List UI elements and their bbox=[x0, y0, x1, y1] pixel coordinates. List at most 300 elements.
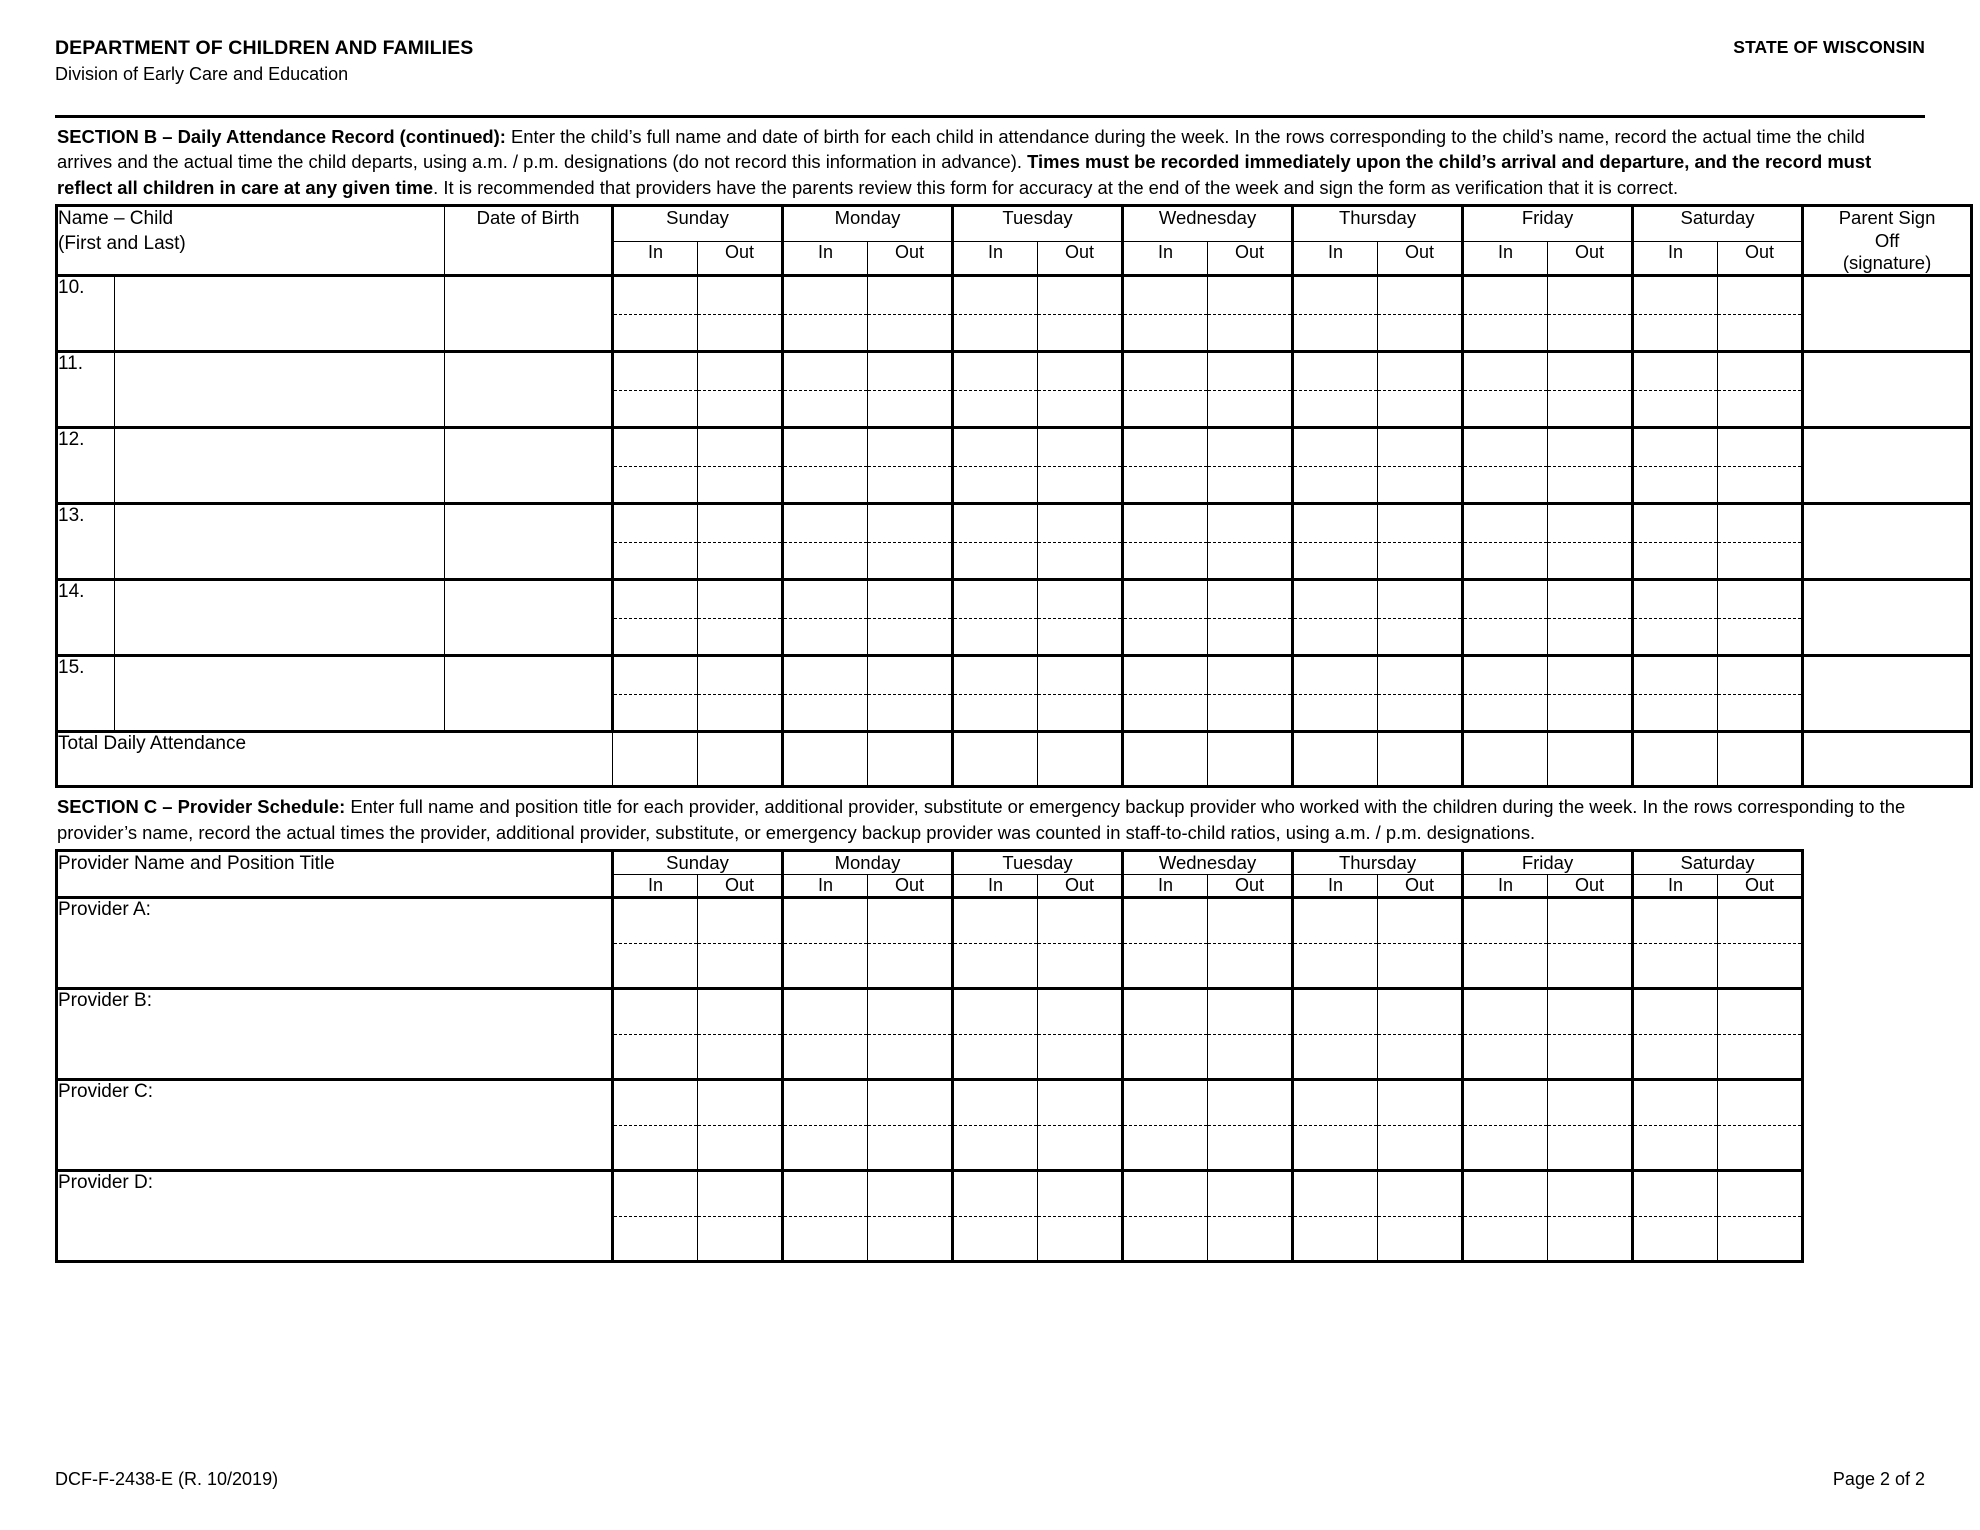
tuesday-out-field[interactable] bbox=[1038, 352, 1123, 428]
provider-header-monday-in: In bbox=[783, 875, 868, 898]
table-row bbox=[57, 428, 1972, 504]
provider-friday-in-field[interactable] bbox=[1463, 898, 1548, 989]
friday-in-field[interactable] bbox=[1463, 428, 1548, 504]
provider-header-wednesday-in: In bbox=[1123, 875, 1208, 898]
sunday-in-field[interactable] bbox=[613, 428, 698, 504]
provider-monday-out-field[interactable] bbox=[868, 1171, 953, 1262]
row-divider bbox=[698, 694, 781, 695]
row-divider bbox=[1294, 694, 1377, 695]
tuesday-out-field[interactable] bbox=[1038, 504, 1123, 580]
row-divider bbox=[868, 390, 951, 391]
row-divider bbox=[1548, 618, 1631, 619]
sunday-out-field[interactable] bbox=[698, 580, 783, 656]
monday-out-field[interactable] bbox=[868, 580, 953, 656]
provider-monday-out-field[interactable] bbox=[868, 898, 953, 989]
saturday-out-field[interactable] bbox=[1718, 504, 1803, 580]
saturday-in-field[interactable] bbox=[1633, 580, 1718, 656]
header-saturday-in: In bbox=[1633, 242, 1718, 276]
document-body bbox=[55, 115, 1936, 1263]
provider-header-saturday-out: Out bbox=[1718, 875, 1803, 898]
row-number: 14. bbox=[57, 580, 115, 656]
row-divider bbox=[1464, 943, 1547, 944]
monday-out-field[interactable] bbox=[868, 352, 953, 428]
saturday-out-field[interactable] bbox=[1718, 276, 1803, 352]
child-name-field[interactable] bbox=[115, 504, 445, 580]
total-saturday-out[interactable] bbox=[1718, 732, 1803, 787]
provider-header-day-thursday: Thursday bbox=[1293, 850, 1463, 874]
thursday-out-field[interactable] bbox=[1378, 352, 1463, 428]
provider-sunday-out-field[interactable] bbox=[698, 898, 783, 989]
parent-signature-field[interactable] bbox=[1803, 276, 1972, 352]
total-friday-out[interactable] bbox=[1548, 732, 1633, 787]
sunday-out-field[interactable] bbox=[698, 352, 783, 428]
wednesday-in-field[interactable] bbox=[1123, 580, 1208, 656]
header-date-of-birth: Date of Birth bbox=[445, 206, 613, 276]
wednesday-in-field[interactable] bbox=[1123, 504, 1208, 580]
row-divider bbox=[1464, 1216, 1547, 1217]
wednesday-in-field[interactable] bbox=[1123, 276, 1208, 352]
child-dob-field[interactable] bbox=[445, 580, 613, 656]
row-divider bbox=[868, 1034, 951, 1035]
thursday-out-field[interactable] bbox=[1378, 504, 1463, 580]
row-divider bbox=[1548, 943, 1631, 944]
provider-thursday-out-field[interactable] bbox=[1378, 1080, 1463, 1171]
provider-wednesday-out-field[interactable] bbox=[1208, 989, 1293, 1080]
section-c-heading: SECTION C – Provider Schedule: bbox=[57, 796, 346, 818]
table-row bbox=[57, 276, 1972, 352]
friday-out-field[interactable] bbox=[1548, 276, 1633, 352]
monday-out-field[interactable] bbox=[868, 656, 953, 732]
child-dob-field[interactable] bbox=[445, 656, 613, 732]
friday-in-field[interactable] bbox=[1463, 352, 1548, 428]
saturday-out-field[interactable] bbox=[1718, 352, 1803, 428]
row-divider bbox=[954, 314, 1037, 315]
row-divider bbox=[698, 1216, 781, 1217]
provider-header-thursday-in: In bbox=[1293, 875, 1378, 898]
provider-sunday-out-field[interactable] bbox=[698, 1171, 783, 1262]
child-name-field[interactable] bbox=[115, 580, 445, 656]
provider-thursday-in-field[interactable] bbox=[1293, 989, 1378, 1080]
row-divider bbox=[698, 466, 781, 467]
row-divider bbox=[614, 618, 697, 619]
provider-saturday-in-field[interactable] bbox=[1633, 898, 1718, 989]
provider-saturday-out-field[interactable] bbox=[1718, 898, 1803, 989]
header-thursday-out: Out bbox=[1378, 242, 1463, 276]
row-divider bbox=[1038, 542, 1121, 543]
row-divider bbox=[1634, 1216, 1717, 1217]
provider-monday-in-field[interactable] bbox=[783, 989, 868, 1080]
section-b-text-3: . It is recommended that providers have the parents review this form for accuracy at the end of the week and sign the form as verification that it is correct. bbox=[433, 176, 1679, 198]
thursday-in-field[interactable] bbox=[1293, 504, 1378, 580]
row-divider bbox=[1294, 1125, 1377, 1126]
header-day-tuesday: Tuesday bbox=[953, 206, 1123, 242]
tuesday-out-field[interactable] bbox=[1038, 276, 1123, 352]
monday-in-field[interactable] bbox=[783, 352, 868, 428]
attendance-table bbox=[55, 204, 1973, 788]
row-divider bbox=[1548, 694, 1631, 695]
agency-block bbox=[55, 36, 473, 87]
provider-name-field[interactable]: Provider C: bbox=[57, 1080, 613, 1171]
row-divider bbox=[954, 1034, 1037, 1035]
header-name-child bbox=[57, 206, 445, 276]
provider-wednesday-in-field[interactable] bbox=[1123, 1171, 1208, 1262]
child-dob-field[interactable] bbox=[445, 428, 613, 504]
provider-friday-out-field[interactable] bbox=[1548, 1171, 1633, 1262]
wednesday-out-field[interactable] bbox=[1208, 276, 1293, 352]
provider-sunday-in-field[interactable] bbox=[613, 1080, 698, 1171]
row-divider bbox=[1548, 542, 1631, 543]
provider-sunday-in-field[interactable] bbox=[613, 989, 698, 1080]
provider-header-monday-out: Out bbox=[868, 875, 953, 898]
wednesday-out-field[interactable] bbox=[1208, 580, 1293, 656]
provider-wednesday-in-field[interactable] bbox=[1123, 898, 1208, 989]
state-name: STATE OF WISCONSIN bbox=[1733, 37, 1925, 57]
provider-monday-in-field[interactable] bbox=[783, 898, 868, 989]
sunday-out-field[interactable] bbox=[698, 656, 783, 732]
child-dob-field[interactable] bbox=[445, 504, 613, 580]
saturday-out-field[interactable] bbox=[1718, 656, 1803, 732]
child-dob-field[interactable] bbox=[445, 352, 613, 428]
row-divider bbox=[1464, 1125, 1547, 1126]
thursday-in-field[interactable] bbox=[1293, 580, 1378, 656]
wednesday-in-field[interactable] bbox=[1123, 352, 1208, 428]
thursday-in-field[interactable] bbox=[1293, 428, 1378, 504]
thursday-out-field[interactable] bbox=[1378, 276, 1463, 352]
total-monday-in[interactable] bbox=[783, 732, 868, 787]
saturday-in-field[interactable] bbox=[1633, 656, 1718, 732]
total-friday-in[interactable] bbox=[1463, 732, 1548, 787]
row-divider bbox=[784, 466, 867, 467]
row-divider bbox=[1038, 1216, 1121, 1217]
monday-out-field[interactable] bbox=[868, 428, 953, 504]
parent-sign-off-line1: Parent Sign bbox=[1838, 207, 1936, 229]
row-divider bbox=[1718, 1216, 1801, 1217]
provider-thursday-in-field[interactable] bbox=[1293, 1171, 1378, 1262]
parent-signature-field[interactable] bbox=[1803, 428, 1972, 504]
provider-saturday-out-field[interactable] bbox=[1718, 989, 1803, 1080]
row-divider bbox=[868, 314, 951, 315]
row-number: 12. bbox=[57, 428, 115, 504]
header-friday-in: In bbox=[1463, 242, 1548, 276]
friday-out-field[interactable] bbox=[1548, 428, 1633, 504]
row-divider bbox=[1634, 694, 1717, 695]
agency-name: DEPARTMENT OF CHILDREN AND FAMILIES bbox=[55, 37, 474, 59]
row-divider bbox=[868, 694, 951, 695]
row-divider bbox=[1718, 1125, 1801, 1126]
provider-header-day-monday: Monday bbox=[783, 850, 953, 874]
provider-friday-in-field[interactable] bbox=[1463, 989, 1548, 1080]
total-saturday-in[interactable] bbox=[1633, 732, 1718, 787]
child-name-field[interactable] bbox=[115, 352, 445, 428]
row-divider bbox=[868, 542, 951, 543]
row-divider bbox=[1378, 694, 1461, 695]
child-dob-field[interactable] bbox=[445, 276, 613, 352]
provider-tuesday-in-field[interactable] bbox=[953, 1080, 1038, 1171]
row-divider bbox=[784, 1125, 867, 1126]
provider-tuesday-in-field[interactable] bbox=[953, 989, 1038, 1080]
row-divider bbox=[1294, 314, 1377, 315]
provider-tuesday-out-field[interactable] bbox=[1038, 1080, 1123, 1171]
row-divider bbox=[698, 314, 781, 315]
row-divider bbox=[1294, 466, 1377, 467]
row-divider bbox=[1294, 1216, 1377, 1217]
table-row bbox=[57, 352, 1972, 428]
saturday-in-field[interactable] bbox=[1633, 352, 1718, 428]
row-divider bbox=[1038, 618, 1121, 619]
row-divider bbox=[1378, 466, 1461, 467]
provider-name-field[interactable]: Provider D: bbox=[57, 1171, 613, 1262]
provider-wednesday-out-field[interactable] bbox=[1208, 1171, 1293, 1262]
row-divider bbox=[954, 390, 1037, 391]
row-divider bbox=[698, 542, 781, 543]
friday-out-field[interactable] bbox=[1548, 504, 1633, 580]
row-divider bbox=[1548, 314, 1631, 315]
provider-wednesday-in-field[interactable] bbox=[1123, 989, 1208, 1080]
row-divider bbox=[954, 1216, 1037, 1217]
tuesday-in-field[interactable] bbox=[953, 656, 1038, 732]
monday-in-field[interactable] bbox=[783, 504, 868, 580]
provider-tuesday-in-field[interactable] bbox=[953, 1171, 1038, 1262]
tuesday-in-field[interactable] bbox=[953, 352, 1038, 428]
provider-saturday-in-field[interactable] bbox=[1633, 989, 1718, 1080]
provider-wednesday-out-field[interactable] bbox=[1208, 1080, 1293, 1171]
row-divider bbox=[1634, 943, 1717, 944]
monday-out-field[interactable] bbox=[868, 276, 953, 352]
row-divider bbox=[1378, 618, 1461, 619]
provider-saturday-out-field[interactable] bbox=[1718, 1080, 1803, 1171]
row-divider bbox=[614, 542, 697, 543]
total-sunday-in[interactable] bbox=[613, 732, 698, 787]
row-divider bbox=[1124, 694, 1207, 695]
wednesday-out-field[interactable] bbox=[1208, 656, 1293, 732]
row-divider bbox=[1464, 618, 1547, 619]
section-c-instructions bbox=[55, 788, 1925, 849]
header-provider-name: Provider Name and Position Title bbox=[57, 850, 613, 897]
provider-thursday-in-field[interactable] bbox=[1293, 898, 1378, 989]
provider-monday-out-field[interactable] bbox=[868, 1080, 953, 1171]
provider-header-tuesday-out: Out bbox=[1038, 875, 1123, 898]
document-footer bbox=[55, 1469, 1925, 1490]
provider-header-friday-in: In bbox=[1463, 875, 1548, 898]
friday-out-field[interactable] bbox=[1548, 580, 1633, 656]
total-daily-attendance-label: Total Daily Attendance bbox=[57, 732, 613, 787]
child-name-field[interactable] bbox=[115, 428, 445, 504]
monday-out-field[interactable] bbox=[868, 504, 953, 580]
thursday-out-field[interactable] bbox=[1378, 656, 1463, 732]
row-divider bbox=[1378, 1125, 1461, 1126]
provider-tuesday-out-field[interactable] bbox=[1038, 1171, 1123, 1262]
provider-thursday-out-field[interactable] bbox=[1378, 1171, 1463, 1262]
table-row bbox=[57, 656, 1972, 732]
row-divider bbox=[1124, 943, 1207, 944]
provider-friday-out-field[interactable] bbox=[1548, 898, 1633, 989]
tuesday-out-field[interactable] bbox=[1038, 428, 1123, 504]
friday-in-field[interactable] bbox=[1463, 656, 1548, 732]
thursday-in-field[interactable] bbox=[1293, 276, 1378, 352]
child-name-field[interactable] bbox=[115, 276, 445, 352]
thursday-out-field[interactable] bbox=[1378, 580, 1463, 656]
row-divider bbox=[1124, 1034, 1207, 1035]
saturday-in-field[interactable] bbox=[1633, 276, 1718, 352]
saturday-in-field[interactable] bbox=[1633, 504, 1718, 580]
provider-saturday-out-field[interactable] bbox=[1718, 1171, 1803, 1262]
wednesday-in-field[interactable] bbox=[1123, 428, 1208, 504]
parent-signature-field[interactable] bbox=[1803, 352, 1972, 428]
wednesday-out-field[interactable] bbox=[1208, 504, 1293, 580]
friday-in-field[interactable] bbox=[1463, 504, 1548, 580]
table-row bbox=[57, 504, 1972, 580]
header-day-saturday: Saturday bbox=[1633, 206, 1803, 242]
total-wednesday-in[interactable] bbox=[1123, 732, 1208, 787]
tuesday-out-field[interactable] bbox=[1038, 580, 1123, 656]
sunday-out-field[interactable] bbox=[698, 276, 783, 352]
row-divider bbox=[784, 542, 867, 543]
provider-header-thursday-out: Out bbox=[1378, 875, 1463, 898]
provider-header-sunday-out: Out bbox=[698, 875, 783, 898]
tuesday-in-field[interactable] bbox=[953, 504, 1038, 580]
provider-monday-in-field[interactable] bbox=[783, 1080, 868, 1171]
sunday-out-field[interactable] bbox=[698, 428, 783, 504]
provider-wednesday-in-field[interactable] bbox=[1123, 1080, 1208, 1171]
page-number: Page 2 of 2 bbox=[1832, 1469, 1925, 1489]
provider-tuesday-out-field[interactable] bbox=[1038, 989, 1123, 1080]
tuesday-out-field[interactable] bbox=[1038, 656, 1123, 732]
thursday-in-field[interactable] bbox=[1293, 656, 1378, 732]
provider-name-field[interactable]: Provider A: bbox=[57, 898, 613, 989]
header-name-child-line1: Name – Child bbox=[58, 208, 174, 230]
provider-row bbox=[57, 898, 1803, 989]
tuesday-in-field[interactable] bbox=[953, 276, 1038, 352]
header-day-friday: Friday bbox=[1463, 206, 1633, 242]
row-divider bbox=[1464, 1034, 1547, 1035]
row-divider bbox=[1038, 314, 1121, 315]
child-name-field[interactable] bbox=[115, 656, 445, 732]
row-divider bbox=[1464, 466, 1547, 467]
wednesday-out-field[interactable] bbox=[1208, 352, 1293, 428]
provider-wednesday-out-field[interactable] bbox=[1208, 898, 1293, 989]
monday-in-field[interactable] bbox=[783, 276, 868, 352]
header-day-thursday: Thursday bbox=[1293, 206, 1463, 242]
row-divider bbox=[1124, 466, 1207, 467]
row-divider bbox=[1718, 1034, 1801, 1035]
sunday-in-field[interactable] bbox=[613, 504, 698, 580]
parent-sign-off-line3: (signature) bbox=[1842, 251, 1932, 273]
provider-header-day-wednesday: Wednesday bbox=[1123, 850, 1293, 874]
tuesday-in-field[interactable] bbox=[953, 428, 1038, 504]
friday-in-field[interactable] bbox=[1463, 276, 1548, 352]
row-divider bbox=[1294, 1034, 1377, 1035]
row-divider bbox=[1548, 1125, 1631, 1126]
provider-body bbox=[57, 898, 1803, 1262]
row-divider bbox=[954, 618, 1037, 619]
friday-out-field[interactable] bbox=[1548, 656, 1633, 732]
wednesday-in-field[interactable] bbox=[1123, 656, 1208, 732]
provider-schedule-table bbox=[55, 849, 1804, 1263]
row-divider bbox=[784, 1216, 867, 1217]
total-sunday-out[interactable] bbox=[698, 732, 783, 787]
friday-out-field[interactable] bbox=[1548, 352, 1633, 428]
sunday-in-field[interactable] bbox=[613, 580, 698, 656]
provider-tuesday-in-field[interactable] bbox=[953, 898, 1038, 989]
monday-in-field[interactable] bbox=[783, 580, 868, 656]
sunday-in-field[interactable] bbox=[613, 276, 698, 352]
saturday-in-field[interactable] bbox=[1633, 428, 1718, 504]
provider-saturday-in-field[interactable] bbox=[1633, 1080, 1718, 1171]
provider-monday-out-field[interactable] bbox=[868, 989, 953, 1080]
provider-friday-in-field[interactable] bbox=[1463, 1171, 1548, 1262]
provider-thursday-out-field[interactable] bbox=[1378, 989, 1463, 1080]
provider-saturday-in-field[interactable] bbox=[1633, 1171, 1718, 1262]
thursday-in-field[interactable] bbox=[1293, 352, 1378, 428]
row-divider bbox=[1464, 314, 1547, 315]
header-day-wednesday: Wednesday bbox=[1123, 206, 1293, 242]
friday-in-field[interactable] bbox=[1463, 580, 1548, 656]
parent-signature-field[interactable] bbox=[1803, 656, 1972, 732]
row-divider bbox=[614, 390, 697, 391]
parent-signature-field[interactable] bbox=[1803, 504, 1972, 580]
provider-name-field[interactable]: Provider B: bbox=[57, 989, 613, 1080]
provider-header-day-sunday: Sunday bbox=[613, 850, 783, 874]
row-divider bbox=[954, 694, 1037, 695]
sunday-in-field[interactable] bbox=[613, 656, 698, 732]
row-divider bbox=[868, 1125, 951, 1126]
total-tuesday-out[interactable] bbox=[1038, 732, 1123, 787]
total-wednesday-out[interactable] bbox=[1208, 732, 1293, 787]
provider-sunday-out-field[interactable] bbox=[698, 1080, 783, 1171]
parent-signature-field[interactable] bbox=[1803, 580, 1972, 656]
row-divider bbox=[1124, 542, 1207, 543]
thursday-out-field[interactable] bbox=[1378, 428, 1463, 504]
provider-thursday-in-field[interactable] bbox=[1293, 1080, 1378, 1171]
row-divider bbox=[954, 542, 1037, 543]
row-divider bbox=[1718, 390, 1801, 391]
provider-sunday-in-field[interactable] bbox=[613, 898, 698, 989]
row-divider bbox=[1208, 694, 1291, 695]
provider-header-friday-out: Out bbox=[1548, 875, 1633, 898]
monday-in-field[interactable] bbox=[783, 656, 868, 732]
provider-tuesday-out-field[interactable] bbox=[1038, 898, 1123, 989]
tuesday-in-field[interactable] bbox=[953, 580, 1038, 656]
section-b-bold-2: Times must be recorded immediately upon the child’s arrival and departure, and the record must reflect all children in care at any given time bbox=[57, 151, 1872, 198]
total-tuesday-in[interactable] bbox=[953, 732, 1038, 787]
sunday-in-field[interactable] bbox=[613, 352, 698, 428]
sunday-out-field[interactable] bbox=[698, 504, 783, 580]
provider-sunday-out-field[interactable] bbox=[698, 989, 783, 1080]
provider-header-day-tuesday: Tuesday bbox=[953, 850, 1123, 874]
row-divider bbox=[1718, 542, 1801, 543]
total-thursday-in[interactable] bbox=[1293, 732, 1378, 787]
total-parent-sign-off[interactable] bbox=[1803, 732, 1972, 787]
monday-in-field[interactable] bbox=[783, 428, 868, 504]
saturday-out-field[interactable] bbox=[1718, 580, 1803, 656]
row-divider bbox=[1124, 618, 1207, 619]
saturday-out-field[interactable] bbox=[1718, 428, 1803, 504]
total-thursday-out[interactable] bbox=[1378, 732, 1463, 787]
total-monday-out[interactable] bbox=[868, 732, 953, 787]
header-thursday-in: In bbox=[1293, 242, 1378, 276]
provider-monday-in-field[interactable] bbox=[783, 1171, 868, 1262]
provider-header-row-1 bbox=[57, 850, 1803, 874]
provider-thursday-out-field[interactable] bbox=[1378, 898, 1463, 989]
provider-sunday-in-field[interactable] bbox=[613, 1171, 698, 1262]
provider-friday-in-field[interactable] bbox=[1463, 1080, 1548, 1171]
wednesday-out-field[interactable] bbox=[1208, 428, 1293, 504]
provider-friday-out-field[interactable] bbox=[1548, 1080, 1633, 1171]
row-divider bbox=[614, 1216, 697, 1217]
provider-row bbox=[57, 989, 1803, 1080]
provider-friday-out-field[interactable] bbox=[1548, 989, 1633, 1080]
row-divider bbox=[1634, 618, 1717, 619]
